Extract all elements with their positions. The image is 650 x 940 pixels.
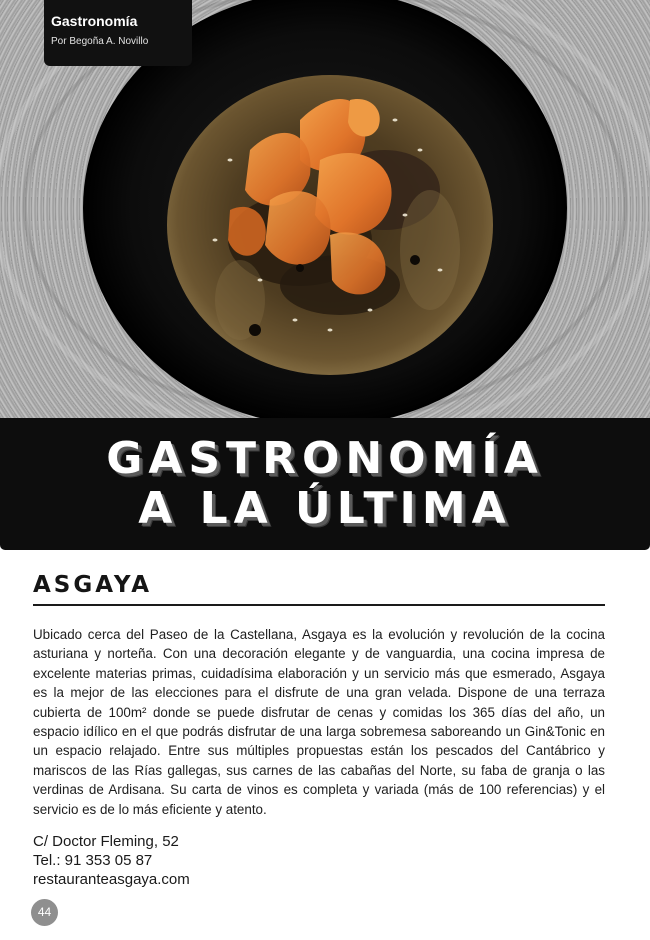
section-author: Por Begoña A. Novillo: [51, 36, 149, 47]
contact-website[interactable]: restauranteasgaya.com: [33, 871, 190, 888]
contact-phone: Tel.: 91 353 05 87: [33, 852, 153, 869]
headline-line-1: GASTRONOMÍA: [106, 433, 544, 484]
heading-divider: [33, 604, 605, 606]
restaurant-name: ASGAYA: [33, 572, 153, 598]
article-body: Ubicado cerca del Paseo de la Castellana, Asgaya es la evolución y revolución de la cocina asturiana y norteña. Con una decoración elegante y de vanguardia, una cocina impresa de excelente materias primas, cuidadísima elaboración y un servicio más que esmerado, Asgaya es la mejor de las elecciones para el disfrute de una gran velada. Dispone de una terraza cubierta de 100m² donde se puede disfrutar de cenas y comidas los 365 días del año, un espacio idílico en el que podrás disfrutar de una larga sobremesa saboreando un Gin&Tonic en un espacio relajado. Entre sus múltiples propuestas están los pescados del Cantábrico y mariscos de las Rías gallegas, sus carnes de las cabañas del Norte, su faba de granja o las verdinas de Ardisana. Su carta de vinos es completa y variada (más de 100 referencias) y el servicio es de lo más eficiente y atento.: [33, 627, 605, 817]
section-tag: [44, 0, 192, 66]
page-number-badge: 44: [31, 899, 58, 926]
section-title: Gastronomía: [51, 13, 138, 29]
contact-address: C/ Doctor Fleming, 52: [33, 833, 179, 850]
contact-block: [33, 832, 190, 889]
headline-banner: [0, 418, 650, 550]
headline-line-2: A LA ÚLTIMA: [138, 483, 512, 534]
